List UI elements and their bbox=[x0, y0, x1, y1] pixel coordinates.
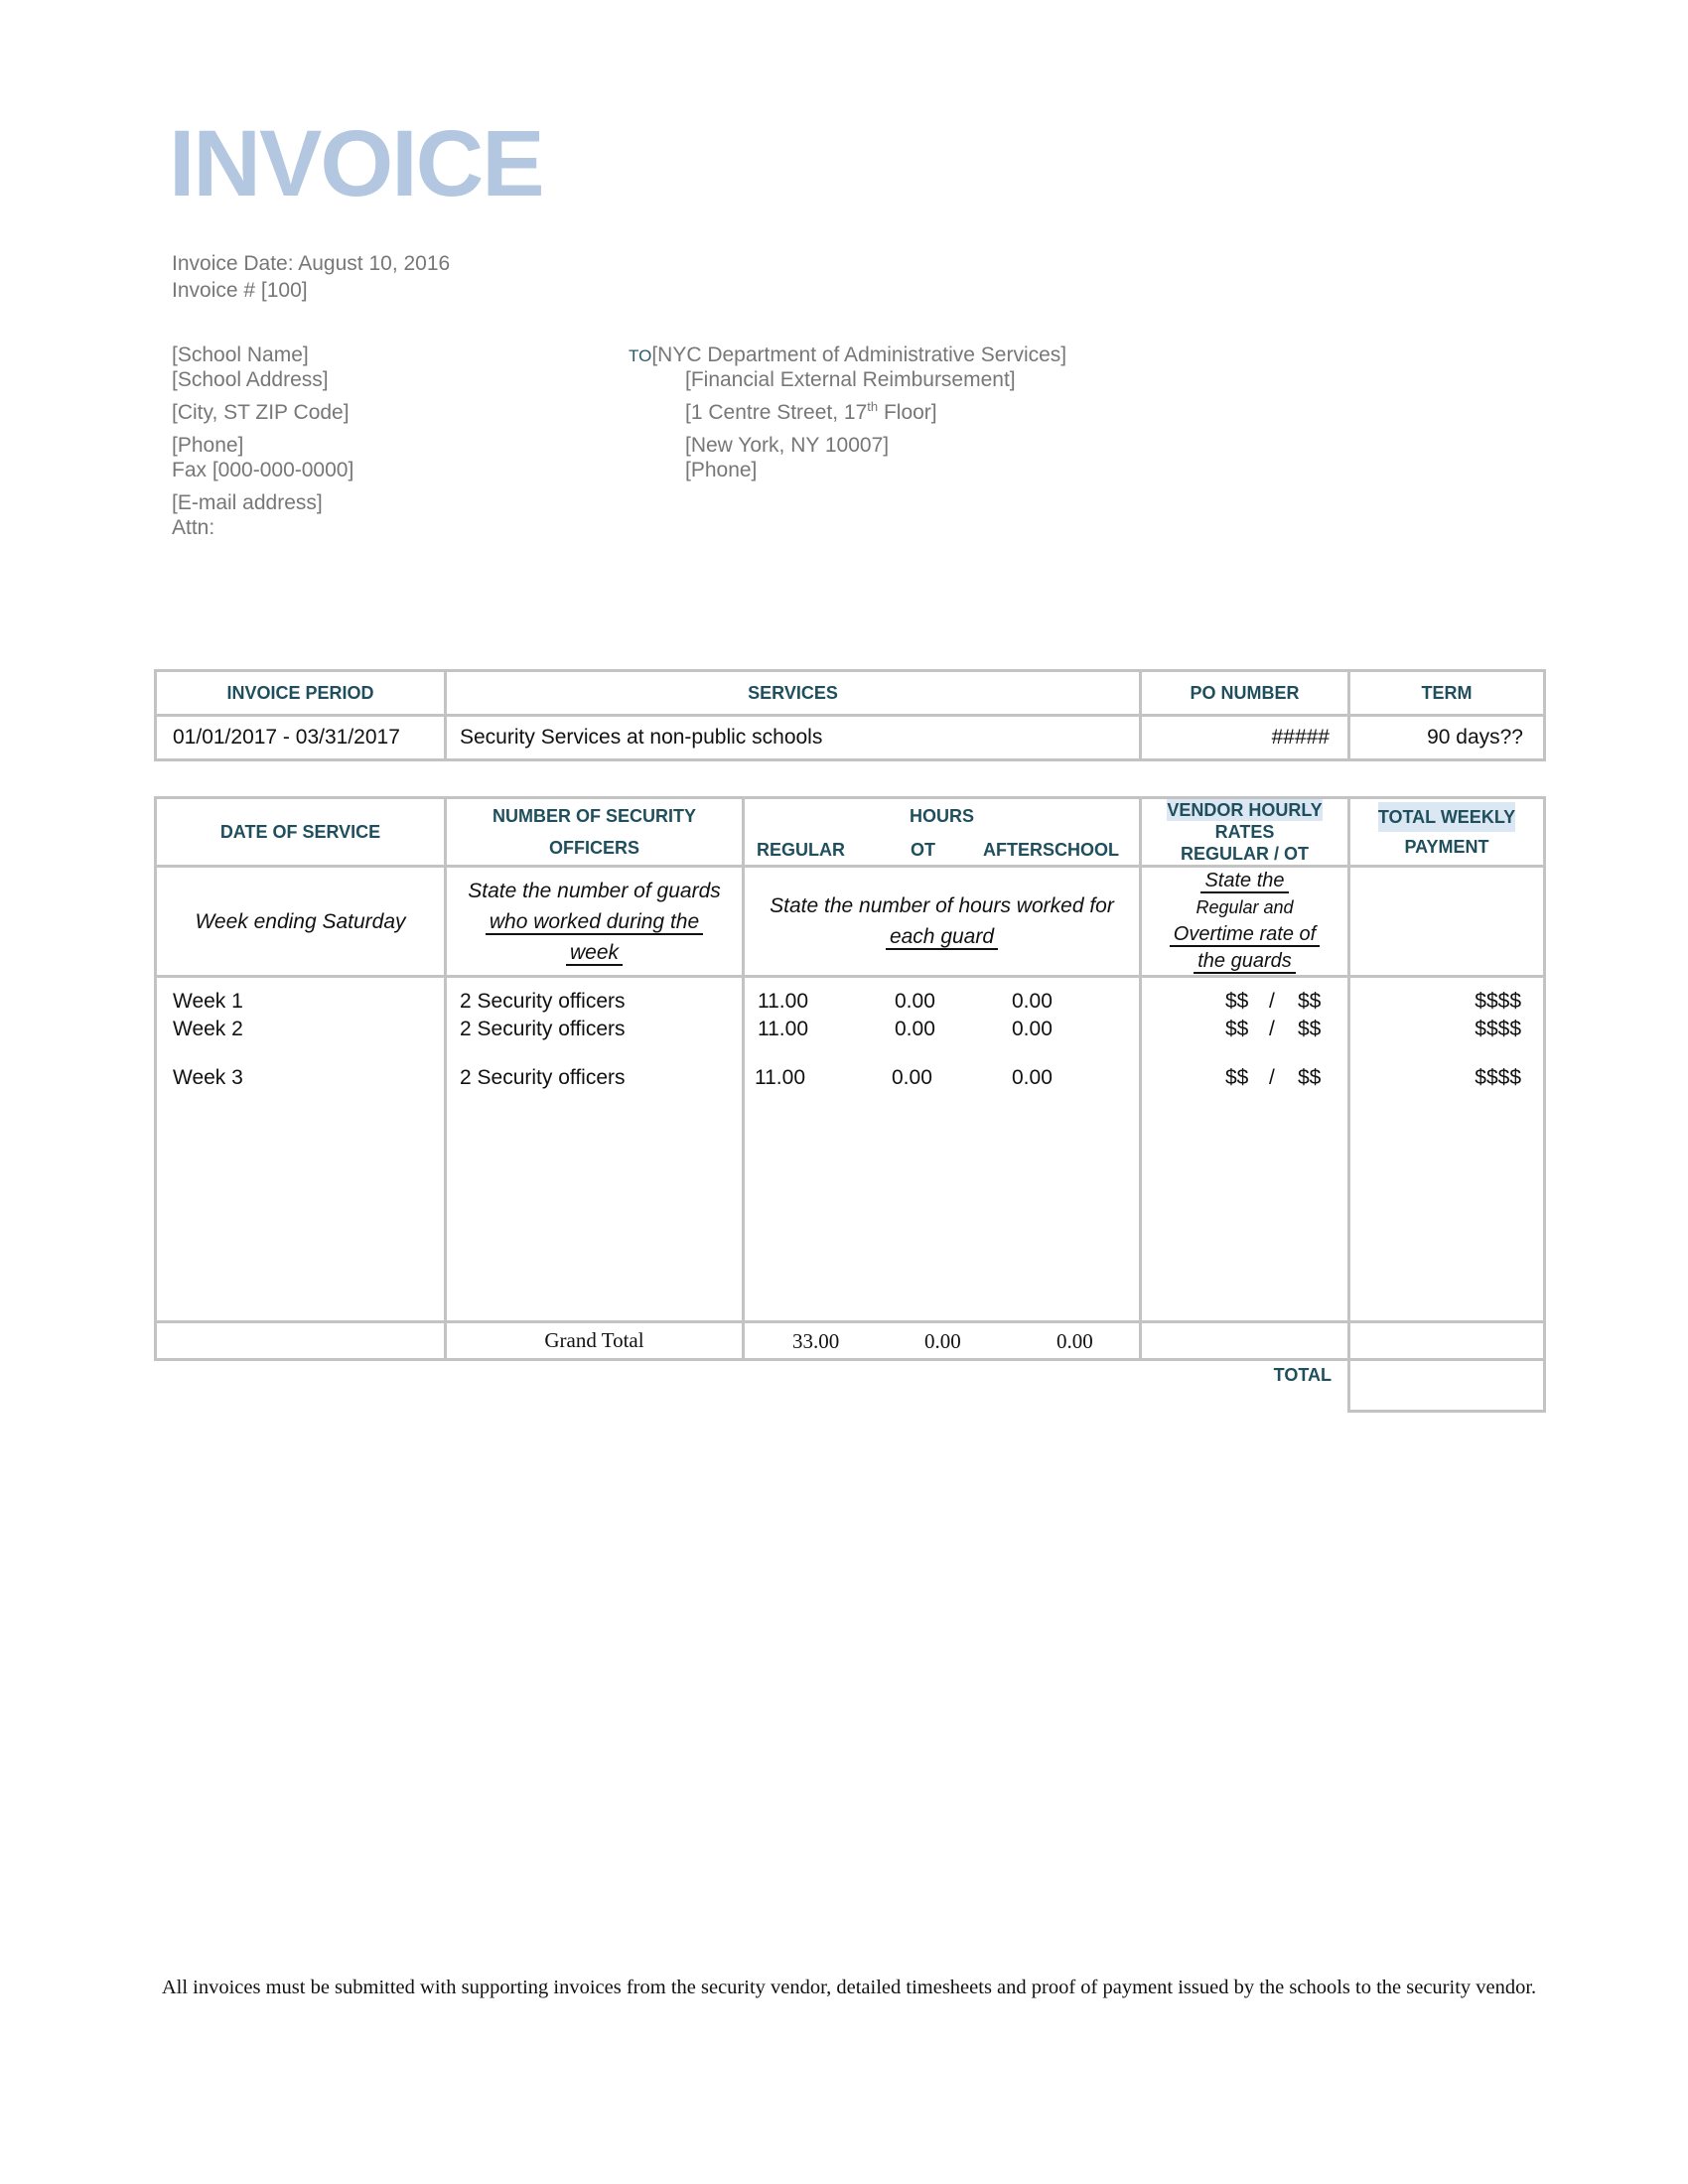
school-fax: Fax [000-000-0000] bbox=[172, 459, 354, 481]
service-header-row bbox=[156, 798, 1545, 867]
weekly-payment: $$$$ bbox=[1475, 1066, 1521, 1089]
rates-row bbox=[1142, 988, 1347, 1016]
header-officers: NUMBER OF SECURITY OFFICERS bbox=[446, 798, 744, 867]
officers-value: 2 Security officers bbox=[460, 990, 626, 1013]
header-invoice-period: INVOICE PERIOD bbox=[156, 671, 446, 716]
total-value-cell bbox=[1349, 1360, 1545, 1412]
header-term: TERM bbox=[1349, 671, 1545, 716]
instruction-payment-empty bbox=[1349, 867, 1545, 977]
ot-rate: $$ bbox=[1298, 1018, 1322, 1040]
weekly-payment: $$$$ bbox=[1475, 990, 1521, 1013]
header-services: SERVICES bbox=[446, 671, 1141, 716]
payment-col bbox=[1349, 977, 1545, 1322]
from-address-block bbox=[172, 342, 353, 540]
regular-hours: 11.00 bbox=[758, 990, 808, 1013]
header-total-weekly-payment: TOTAL WEEKLY PAYMENT bbox=[1349, 798, 1545, 867]
regular-rate: $$ bbox=[1225, 1066, 1249, 1089]
grand-total-payment-empty bbox=[1349, 1322, 1545, 1360]
school-city: [City, ST ZIP Code] bbox=[172, 401, 350, 424]
header-date-of-service: DATE OF SERVICE bbox=[156, 798, 446, 867]
rates-row bbox=[1142, 1064, 1347, 1092]
regular-hours: 11.00 bbox=[755, 1066, 805, 1089]
header-ot: OT bbox=[911, 840, 935, 860]
regular-hours: 11.00 bbox=[758, 1018, 808, 1040]
header-po-number: PO NUMBER bbox=[1141, 671, 1349, 716]
afterschool-hours: 0.00 bbox=[1012, 990, 1053, 1013]
ot-rate: $$ bbox=[1298, 1066, 1322, 1089]
officers-value: 2 Security officers bbox=[460, 1018, 626, 1040]
invoice-date: Invoice Date: August 10, 2016 bbox=[172, 252, 451, 275]
grand-total-row bbox=[156, 1322, 1545, 1360]
rates-row bbox=[1142, 1016, 1347, 1043]
grand-total-ot: 0.00 bbox=[924, 1329, 961, 1353]
grand-total-regular: 33.00 bbox=[792, 1329, 840, 1353]
hours-col bbox=[744, 977, 1141, 1322]
instruction-officers: State the number of guards who worked during the week bbox=[446, 867, 744, 977]
weekly-payment: $$$$ bbox=[1475, 1018, 1521, 1040]
week-label: Week 3 bbox=[173, 1066, 243, 1089]
week-label: Week 1 bbox=[173, 990, 243, 1013]
grand-total-empty bbox=[156, 1322, 446, 1360]
week-label: Week 2 bbox=[173, 1018, 243, 1040]
instruction-hours: State the number of hours worked for each guard bbox=[744, 867, 1141, 977]
header-afterschool: AFTERSCHOOL bbox=[983, 840, 1119, 860]
ot-hours: 0.00 bbox=[895, 1018, 935, 1040]
term-value: 90 days?? bbox=[1349, 716, 1545, 760]
header-hours: HOURS REGULAR OT AFTERSCHOOL bbox=[744, 798, 1141, 867]
afterschool-hours: 0.00 bbox=[1012, 1018, 1053, 1040]
recipient-department: [NYC Department of Administrative Services] bbox=[651, 343, 1067, 366]
ot-hours: 0.00 bbox=[895, 990, 935, 1013]
regular-rate: $$ bbox=[1225, 1018, 1249, 1040]
hours-row bbox=[745, 1064, 1139, 1092]
afterschool-hours: 0.00 bbox=[1012, 1066, 1053, 1089]
footer-note: All invoices must be submitted with supporting invoices from the security vendor, detailed timesheets and proof of payment issued by the schools to the security vendor. bbox=[161, 1977, 1537, 1998]
school-name: [School Name] bbox=[172, 343, 309, 366]
hours-row bbox=[745, 1016, 1139, 1043]
ot-hours: 0.00 bbox=[892, 1066, 932, 1089]
recipient-division: [Financial External Reimbursement] bbox=[685, 368, 1016, 391]
invoice-meta bbox=[172, 250, 450, 304]
invoice-number: Invoice # [100] bbox=[172, 279, 308, 302]
period-data-row bbox=[156, 716, 1545, 760]
instruction-date: Week ending Saturday bbox=[156, 867, 446, 977]
invoice-period-table bbox=[154, 669, 1546, 761]
ot-rate: $$ bbox=[1298, 990, 1322, 1013]
grand-total-label: Grand Total bbox=[446, 1322, 744, 1360]
rate-separator: / bbox=[1269, 1018, 1275, 1040]
total-label: TOTAL bbox=[1141, 1360, 1349, 1412]
attention-line: Attn: bbox=[172, 516, 215, 539]
service-table bbox=[154, 796, 1546, 1413]
recipient-city: [New York, NY 10007] bbox=[685, 434, 890, 457]
invoice-period-value: 01/01/2017 - 03/31/2017 bbox=[156, 716, 446, 760]
total-row bbox=[156, 1360, 1545, 1412]
grand-total-rates-empty bbox=[1141, 1322, 1349, 1360]
header-regular: REGULAR bbox=[757, 840, 845, 860]
hours-row bbox=[745, 988, 1139, 1016]
school-address: [School Address] bbox=[172, 368, 329, 391]
header-vendor-rates: VENDOR HOURLY RATES REGULAR / OT bbox=[1141, 798, 1349, 867]
officers-col bbox=[446, 977, 744, 1322]
rates-col bbox=[1141, 977, 1349, 1322]
rate-separator: / bbox=[1269, 1066, 1275, 1089]
to-label: TO bbox=[629, 346, 652, 365]
weeks-body-row bbox=[156, 977, 1545, 1322]
weeks-col bbox=[156, 977, 446, 1322]
recipient-street: [1 Centre Street, 17th Floor] bbox=[685, 399, 937, 424]
regular-rate: $$ bbox=[1225, 990, 1249, 1013]
po-number-value: ##### bbox=[1141, 716, 1349, 760]
recipient-phone: [Phone] bbox=[685, 459, 758, 481]
period-header-row bbox=[156, 671, 1545, 716]
grand-total-afterschool: 0.00 bbox=[1056, 1329, 1093, 1353]
rate-separator: / bbox=[1269, 990, 1275, 1013]
to-address-block bbox=[629, 342, 1066, 482]
grand-total-hours bbox=[744, 1322, 1141, 1360]
instruction-rates: State the Regular and Overtime rate of the guards bbox=[1141, 867, 1349, 977]
invoice-title: INVOICE bbox=[169, 111, 543, 216]
school-email: [E-mail address] bbox=[172, 491, 323, 514]
services-value: Security Services at non-public schools bbox=[446, 716, 1141, 760]
instruction-row bbox=[156, 867, 1545, 977]
officers-value: 2 Security officers bbox=[460, 1066, 626, 1089]
school-phone: [Phone] bbox=[172, 434, 244, 457]
